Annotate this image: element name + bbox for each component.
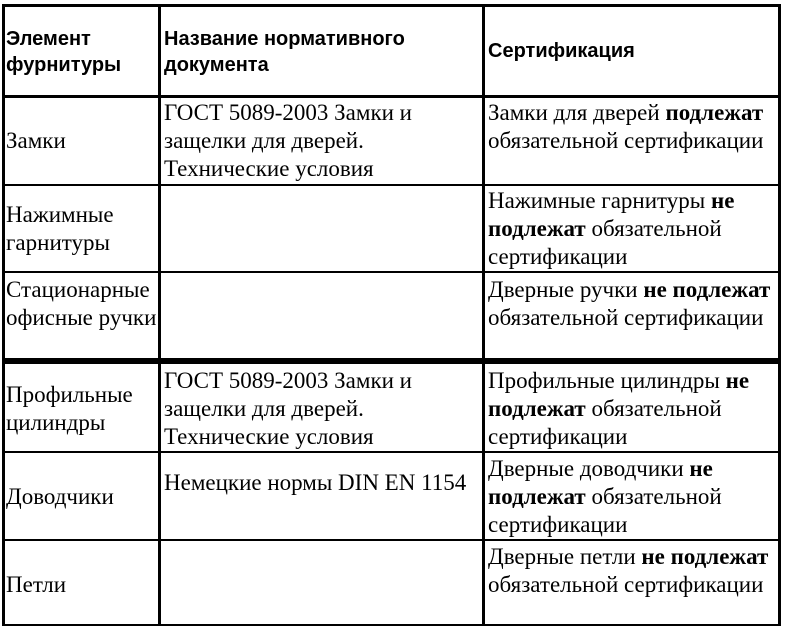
- document-cell: ГОСТ 5089-2003 Замки и защелки для дверей. Технические условия: [164, 100, 412, 181]
- header-certification: Сертификация: [488, 40, 635, 62]
- certification-cell: Дверные ручки не подлежат обязательной сертификации: [488, 277, 771, 330]
- element-cell: Нажимные гарнитуры: [6, 202, 114, 255]
- certification-cell: Замки для дверей подлежат обязательной сертификации: [488, 100, 764, 153]
- row-divider: [2, 95, 781, 98]
- row-divider: [2, 539, 781, 541]
- certification-cell: Нажимные гарнитуры не подлежат обязательной сертификации: [488, 188, 735, 269]
- row-divider: [2, 451, 781, 453]
- section-divider: [2, 358, 781, 364]
- element-cell: Петли: [6, 572, 67, 597]
- element-cell: Стационарные офисные ручки: [6, 277, 157, 330]
- document-cell: ГОСТ 5089-2003 Замки и защелки для дверей. Технические условия: [164, 368, 412, 449]
- header-element: Элемент фурнитуры: [6, 28, 122, 76]
- certification-cell: Профильные цилиндры не подлежат обязательной сертификации: [488, 368, 750, 449]
- document-cell: Немецкие нормы DIN EN 1154: [164, 470, 467, 495]
- element-cell: Замки: [6, 128, 66, 153]
- element-cell: Профильные цилиндры: [6, 382, 133, 435]
- row-divider: [2, 271, 781, 273]
- header-document: Название нормативного документа: [164, 28, 405, 76]
- row-divider: [2, 184, 781, 186]
- element-cell: Доводчики: [6, 484, 114, 509]
- certification-cell: Дверные доводчики не подлежат обязательной сертификации: [488, 456, 722, 537]
- certification-cell: Дверные петли не подлежат обязательной сертификации: [488, 544, 769, 597]
